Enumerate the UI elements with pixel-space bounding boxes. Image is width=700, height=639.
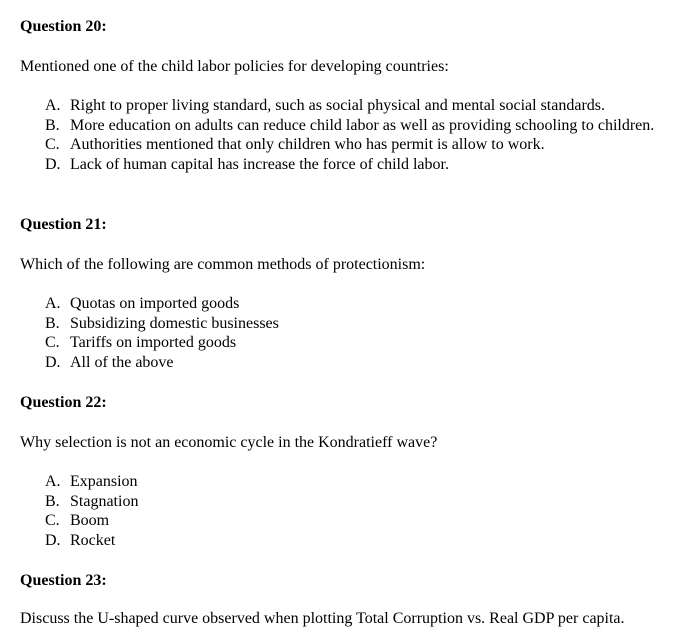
option-text: More education on adults can reduce child labor as well as providing schooling to children. — [70, 116, 655, 134]
option-item — [45, 353, 445, 373]
option-letter: A. — [45, 295, 61, 312]
option-item — [45, 135, 665, 155]
question-20-prompt: Mentioned one of the child labor policies for developing countries: — [20, 58, 449, 75]
option-text: Quotas on imported goods — [70, 295, 240, 312]
option-item — [45, 531, 345, 551]
option-text: Stagnation — [70, 492, 139, 510]
question-21-title: Question 21: — [20, 216, 107, 233]
option-text: Expansion — [70, 473, 138, 490]
option-item — [45, 492, 345, 512]
option-text: Right to proper living standard, such as social physical and mental social standards. — [70, 97, 605, 114]
option-item — [45, 294, 445, 314]
option-letter: C. — [45, 334, 60, 351]
option-text: Lack of human capital has increase the force of child labor. — [70, 155, 449, 173]
question-23-prompt: Discuss the U-shaped curve observed when plotting Total Corruption vs. Real GDP per capita. — [20, 610, 625, 627]
option-letter: B. — [45, 116, 60, 134]
option-letter: A. — [45, 473, 61, 490]
option-letter: C. — [45, 136, 60, 153]
option-text: All of the above — [70, 353, 174, 371]
option-item — [45, 472, 345, 492]
option-letter: C. — [45, 512, 60, 529]
option-text: Tariffs on imported goods — [70, 334, 237, 351]
option-item — [45, 155, 665, 175]
option-letter: D. — [45, 353, 61, 371]
question-22-prompt: Why selection is not an economic cycle in the Kondratieff wave? — [20, 434, 438, 451]
question-20-title: Question 20: — [20, 18, 107, 35]
option-item — [45, 333, 445, 353]
option-text: Authorities mentioned that only children who has permit is allow to work. — [70, 136, 545, 153]
option-item — [45, 511, 345, 531]
option-text: Boom — [70, 512, 110, 529]
option-letter: D. — [45, 531, 61, 549]
option-letter: A. — [45, 97, 61, 114]
option-letter: D. — [45, 155, 61, 173]
option-item — [45, 314, 445, 334]
option-text: Rocket — [70, 531, 116, 549]
question-22-title: Question 22: — [20, 394, 107, 411]
question-22-options — [45, 472, 345, 550]
question-23-title: Question 23: — [20, 572, 107, 589]
option-item — [45, 96, 665, 116]
option-letter: B. — [45, 314, 60, 332]
question-21-options — [45, 294, 445, 372]
question-20-options — [45, 96, 665, 174]
option-letter: B. — [45, 492, 60, 510]
question-21-prompt: Which of the following are common methods of protectionism: — [20, 256, 426, 273]
option-item — [45, 116, 665, 136]
option-text: Subsidizing domestic businesses — [70, 314, 279, 332]
